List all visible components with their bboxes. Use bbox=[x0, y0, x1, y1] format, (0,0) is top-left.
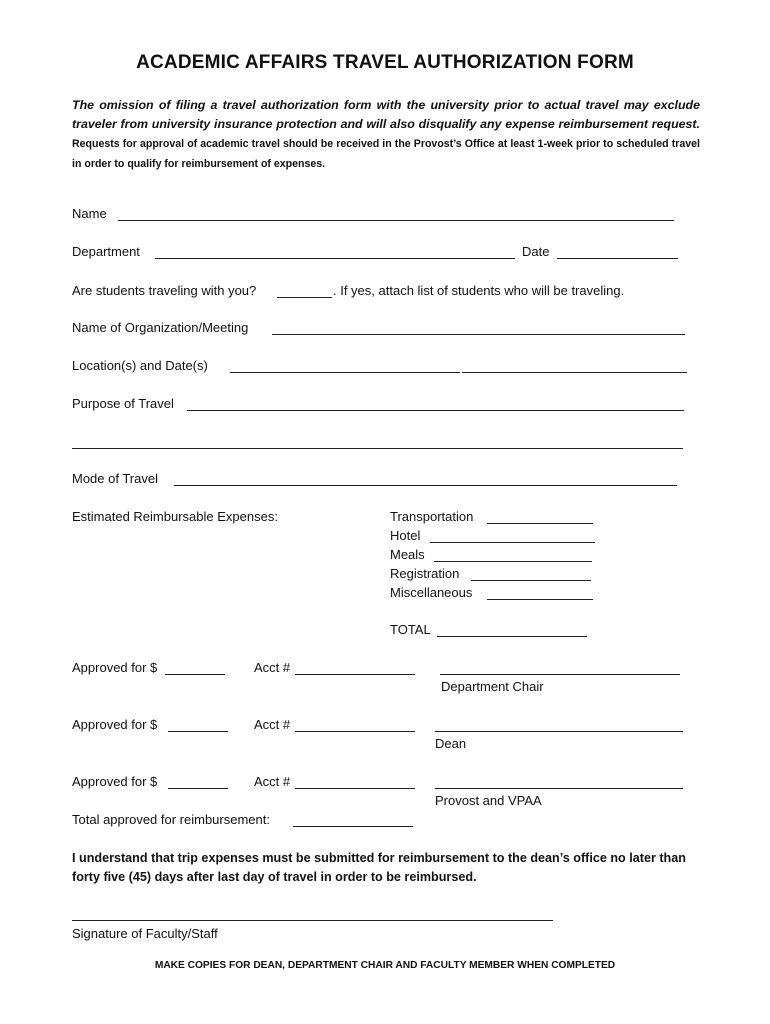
intro-emphasis: The omission of filing a travel authorization form with the university prior to actual travel may exclude traveler from university insurance protection and will also disqualify any expense reimbursement request. bbox=[72, 98, 700, 131]
location-field[interactable] bbox=[230, 372, 460, 373]
acct-field-1[interactable] bbox=[295, 674, 415, 675]
provost-label: Provost and VPAA bbox=[435, 793, 542, 808]
acct-field-3[interactable] bbox=[295, 788, 415, 789]
purpose-field[interactable] bbox=[187, 410, 684, 411]
registration-field[interactable] bbox=[471, 580, 591, 581]
date-label: Date bbox=[522, 244, 550, 259]
expense-item-registration: Registration bbox=[390, 566, 460, 581]
meals-field[interactable] bbox=[434, 561, 592, 562]
approved-amount-field-1[interactable] bbox=[165, 674, 225, 675]
expense-item-meals: Meals bbox=[390, 547, 425, 562]
intro-notice bbox=[72, 96, 700, 174]
department-chair-label: Department Chair bbox=[441, 679, 544, 694]
page-title: ACADEMIC AFFAIRS TRAVEL AUTHORIZATION FORM bbox=[136, 52, 634, 73]
approved-label-2: Approved for $ bbox=[72, 717, 158, 732]
expenses-label: Estimated Reimbursable Expenses: bbox=[72, 509, 278, 524]
dean-label: Dean bbox=[435, 736, 467, 751]
total-approved-field[interactable] bbox=[293, 826, 413, 827]
transportation-field[interactable] bbox=[487, 523, 593, 524]
expense-item-miscellaneous: Miscellaneous bbox=[390, 585, 473, 600]
purpose-label: Purpose of Travel bbox=[72, 396, 174, 411]
faculty-signature-line[interactable] bbox=[72, 920, 553, 921]
organization-field[interactable] bbox=[272, 334, 685, 335]
miscellaneous-field[interactable] bbox=[487, 599, 593, 600]
mode-label: Mode of Travel bbox=[72, 471, 158, 486]
location-dates-label: Location(s) and Date(s) bbox=[72, 358, 208, 373]
dates-field[interactable] bbox=[462, 372, 687, 373]
acct-field-2[interactable] bbox=[295, 731, 415, 732]
expense-item-hotel: Hotel bbox=[390, 528, 421, 543]
students-field[interactable] bbox=[277, 297, 332, 298]
name-label: Name bbox=[72, 206, 107, 221]
department-field[interactable] bbox=[155, 258, 515, 259]
approved-amount-field-3[interactable] bbox=[168, 788, 228, 789]
date-field[interactable] bbox=[557, 258, 678, 259]
hotel-field[interactable] bbox=[430, 542, 595, 543]
approved-label-1: Approved for $ bbox=[72, 660, 158, 675]
department-label: Department bbox=[72, 244, 140, 259]
faculty-signature-label: Signature of Faculty/Staff bbox=[72, 926, 218, 941]
department-chair-signature-line[interactable] bbox=[440, 674, 680, 675]
acct-label-3: Acct # bbox=[254, 774, 291, 789]
total-label: TOTAL bbox=[390, 622, 431, 637]
mode-field[interactable] bbox=[174, 485, 677, 486]
acknowledgement-statement: I understand that trip expenses must be submitted for reimbursement to the dean’s office no later than forty five (45) days after last day of travel in order to be reimbursed. bbox=[72, 851, 686, 884]
provost-signature-line[interactable] bbox=[435, 788, 683, 789]
students-note: . If yes, attach list of students who will be traveling. bbox=[333, 283, 625, 298]
total-approved-label: Total approved for reimbursement: bbox=[72, 812, 270, 827]
approved-label-3: Approved for $ bbox=[72, 774, 158, 789]
name-field[interactable] bbox=[118, 220, 674, 221]
acct-label-2: Acct # bbox=[254, 717, 291, 732]
total-field[interactable] bbox=[437, 636, 587, 637]
acct-label-1: Acct # bbox=[254, 660, 291, 675]
footer-note: MAKE COPIES FOR DEAN, DEPARTMENT CHAIR AND FACULTY MEMBER WHEN COMPLETED bbox=[154, 960, 616, 971]
students-question-label: Are students traveling with you? bbox=[72, 283, 257, 298]
approved-amount-field-2[interactable] bbox=[168, 731, 228, 732]
purpose-field-continued[interactable] bbox=[72, 448, 683, 449]
organization-label: Name of Organization/Meeting bbox=[72, 320, 249, 335]
expense-item-transportation: Transportation bbox=[390, 509, 474, 524]
intro-detail: Requests for approval of academic travel should be received in the Provost’s Office at least 1-week prior to scheduled travel in order to qualify for reimbursement of expenses. bbox=[72, 138, 700, 170]
dean-signature-line[interactable] bbox=[435, 731, 683, 732]
